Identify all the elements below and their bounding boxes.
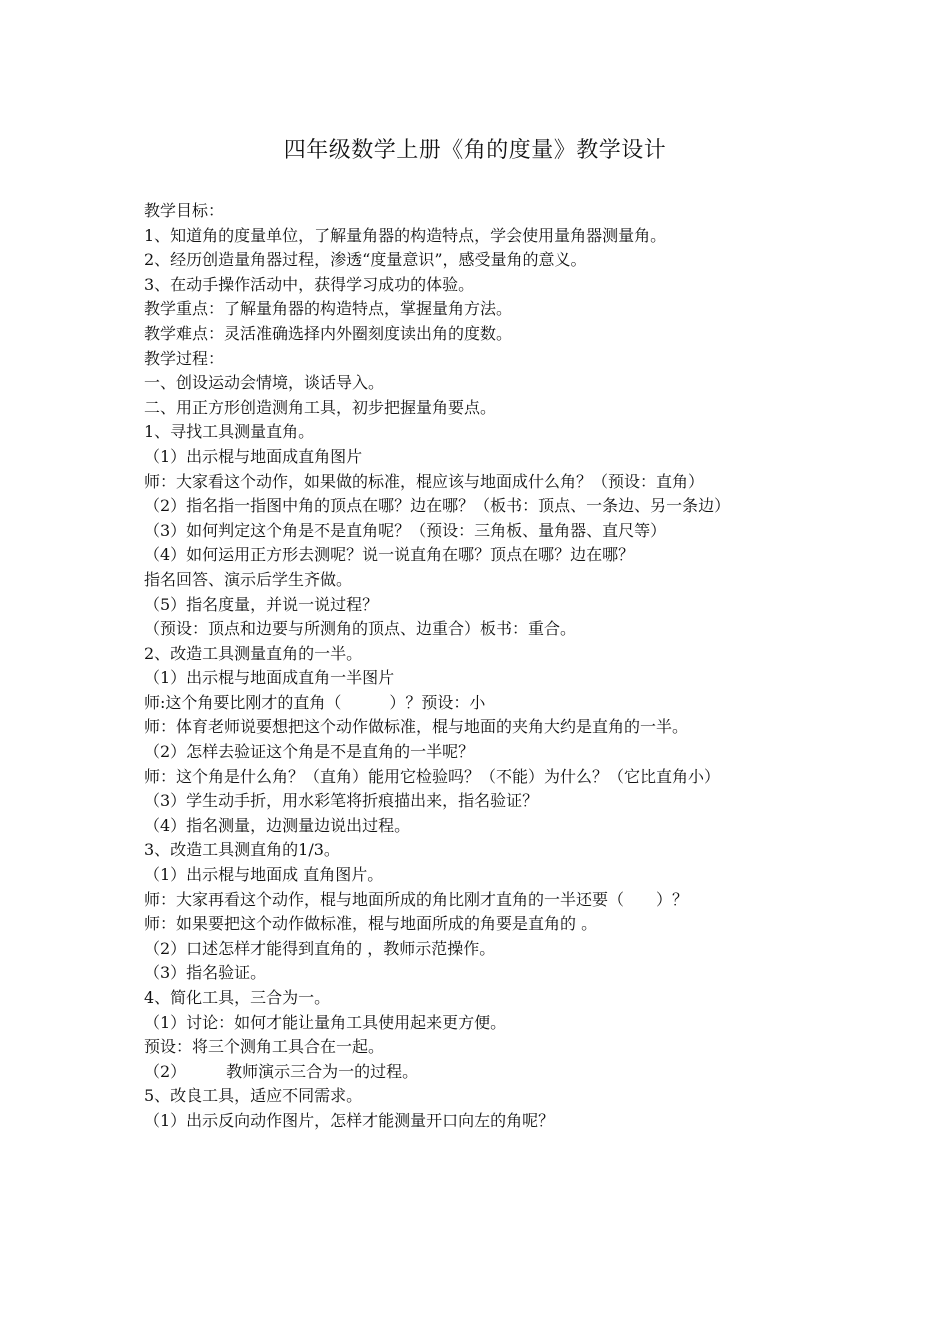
document-line: （1）讨论：如何才能让量角工具使用起来更方便。 (144, 1012, 507, 1032)
document-line: 一、创设运动会情境，谈话导入。 (144, 373, 385, 393)
document-line: 1、知道角的度量单位，了解量角器的构造特点，学会使用量角器测量角。 (144, 225, 667, 245)
document-line: 二、用正方形创造测角工具，初步把握量角要点。 (144, 397, 497, 417)
document-line: （2）口述怎样才能得到直角的 ，教师示范操作。 (144, 938, 496, 958)
document-line: 3、在动手操作活动中，获得学习成功的体验。 (144, 274, 475, 294)
document-line: （1）出示反向动作图片，怎样才能测量开口向左的角呢？ (144, 1110, 555, 1130)
document-line: 教学重点：了解量角器的构造特点，掌握量角方法。 (144, 299, 513, 319)
document-line: 师：这个角是什么角？（直角）能用它检验吗？（不能）为什么？（它比直角小） (144, 766, 721, 786)
document-line: 4、简化工具，三合为一。 (144, 988, 331, 1007)
document-line: （4）如何运用正方形去测呢？说一说直角在哪？顶点在哪？边在哪？ (144, 545, 635, 565)
document-line: 师：体育老师说要想把这个动作做标准，棍与地面的夹角大约是直角的一半。 (144, 717, 689, 737)
document-line: （2） 教师演示三合为一的过程。 (144, 1061, 419, 1081)
document-body (144, 199, 810, 1134)
document-line: 1、寻找工具测量直角。 (144, 422, 315, 442)
document-line: 教学过程： (144, 348, 225, 368)
document-line: （1）出示棍与地面成直角一半图片 (144, 668, 395, 688)
document-line: （4）指名测量，边测量边说出过程。 (144, 815, 411, 835)
document-line: 师:这个角要比刚才的直角（ ）？预设：小 (144, 692, 486, 712)
document-line: （1）出示棍与地面成直角图片 (144, 446, 363, 466)
document-line: 师：大家再看这个动作，棍与地面所成的角比刚才直角的一半还要（ ）？ (144, 889, 689, 909)
document-line: （3）如何判定这个角是不是直角呢？（预设：三角板、量角器、直尺等） (144, 520, 667, 540)
document-line: 教学目标： (144, 201, 225, 220)
document-line: 指名回答、演示后学生齐做。 (144, 569, 353, 589)
document-line: 预设：将三个测角工具合在一起。 (144, 1037, 385, 1057)
document-line: （2）怎样去验证这个角是不是直角的一半呢？ (144, 742, 475, 762)
document-line: 2、经历创造量角器过程，渗透“度量意识”，感受量角的意义。 (144, 250, 587, 270)
document-line: （3）指名验证。 (144, 963, 267, 983)
document-line: （2）指名指一指图中角的顶点在哪？边在哪？（板书：顶点、一条边、另一条边） (144, 496, 731, 516)
document-line: （预设：顶点和边要与所测角的顶点、边重合）板书：重合。 (144, 619, 577, 639)
document-line: 师：大家看这个动作，如果做的标准，棍应该与地面成什么角？（预设：直角） (144, 471, 705, 491)
document-line: 师：如果要把这个动作做标准，棍与地面所成的角要是直角的 。 (144, 914, 598, 934)
document-line: 5、改良工具，适应不同需求。 (144, 1086, 363, 1106)
document-line: 3、改造工具测直角的1/3。 (144, 840, 340, 860)
document-line: （5）指名度量，并说一说过程？ (144, 594, 379, 614)
document-title: 四年级数学上册《角的度量》教学设计 (283, 138, 667, 163)
document-line: （1）出示棍与地面成 直角图片。 (144, 865, 384, 885)
document-line: （3）学生动手折，用水彩笔将折痕描出来，指名验证？ (144, 791, 539, 811)
document-line: 教学难点：灵活准确选择内外圈刻度读出角的度数。 (144, 323, 513, 343)
document-line: 2、改造工具测量直角的一半。 (144, 643, 363, 663)
